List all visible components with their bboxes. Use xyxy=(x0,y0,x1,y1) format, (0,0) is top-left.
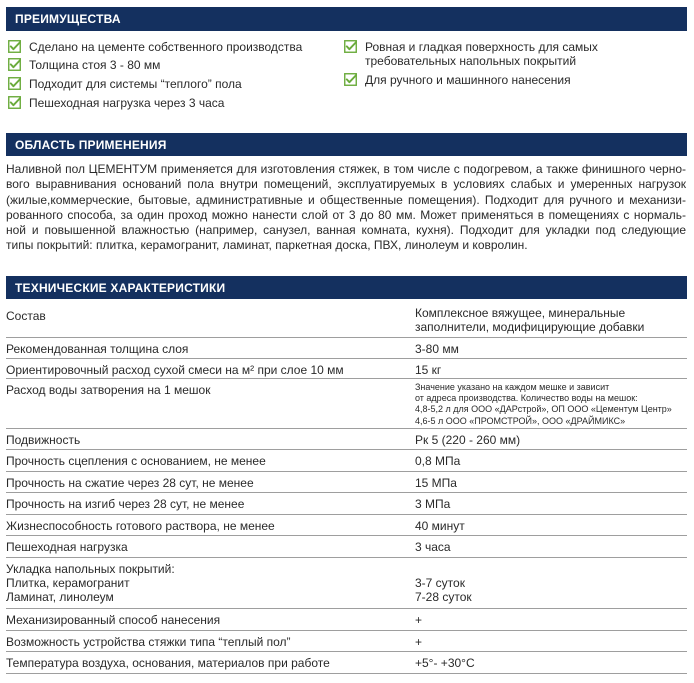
spec-row xyxy=(6,450,687,472)
spec-value: 40 минут xyxy=(415,519,465,533)
spec-row xyxy=(6,609,687,631)
specs-title: ТЕХНИЧЕСКИЕ ХАРАКТЕРИСТИКИ xyxy=(15,280,226,295)
application-title: ОБЛАСТЬ ПРИМЕНЕНИЯ xyxy=(15,137,167,152)
paragraph-line: Наливной пол ЦЕМЕНТУМ применяется для изготовления стяжек, в том числе с подогревом, а также финишного черно- xyxy=(6,162,686,176)
spec-row xyxy=(6,359,687,379)
spec-row xyxy=(6,558,687,609)
spec-value: 3-7 суток 7-28 суток xyxy=(415,576,472,604)
spec-name: Прочность на сжатие через 28 сут, не менее xyxy=(6,476,254,490)
advantage-text: Пешеходная нагрузка через 3 часа xyxy=(29,96,225,110)
spec-row xyxy=(6,493,687,515)
spec-name: Прочность сцепления с основанием, не менее xyxy=(6,454,266,468)
spec-value: +5°- +30°С xyxy=(415,656,475,670)
spec-row xyxy=(6,338,687,359)
checkmark-icon xyxy=(344,73,357,86)
checkmark-icon xyxy=(8,40,21,53)
paragraph-line: ной и повышенной влажностью (например, санузел, ванная комната, кухня). Подходит для укладки под следующие xyxy=(6,223,686,238)
paragraph-line: вого выравнивания оснований пола внутри помещений, эксплуатируемых в условиях слабых и умеренных нагрузок xyxy=(6,177,686,192)
spec-value: 0,8 МПа xyxy=(415,454,461,468)
spec-name: Укладка напольных покрытий: Плитка, керамогранит Ламинат, линолеум xyxy=(6,562,175,604)
paragraph-line: рованного способа, за один проход можно нанести слой от 3 до 80 мм. Может применяться в помещениях с нормаль- xyxy=(6,207,686,222)
checkmark-icon xyxy=(8,77,21,90)
spec-name: Возможность устройства стяжки типа “теплый пол” xyxy=(6,635,291,649)
spec-row xyxy=(6,652,687,674)
advantage-text: Ровная и гладкая поверхность для самых xyxy=(365,40,598,54)
spec-row xyxy=(6,515,687,536)
spec-value: + xyxy=(415,635,423,649)
advantage-text: Подходит для системы “теплого” пола xyxy=(29,77,242,91)
spec-name: Состав xyxy=(6,309,46,323)
spec-value: 15 кг xyxy=(415,363,442,377)
paragraph-line: типы покрытий: плитка, керамогранит, ламинат, паркетная доска, ПВХ, линолеум и ковролин. xyxy=(6,238,528,253)
advantage-text: Толщина стоя 3 - 80 мм xyxy=(29,58,161,72)
spec-row xyxy=(6,379,687,429)
spec-row xyxy=(6,429,687,450)
checkmark-icon xyxy=(8,96,21,109)
advantages-title: ПРЕИМУЩЕСТВА xyxy=(15,12,121,26)
spec-value: Значение указано на каждом мешке и зависит от адреса производства. Количество воды на мешок: 4,8-5,2 л для ООО «ДАРстрой», ОП ООО «Цементум Центр» 4,6-5 л ООО «ПРОМСТРОЙ», ООО «ДРАЙМИКС» xyxy=(415,382,672,426)
specs-header xyxy=(6,276,687,299)
spec-name: Температура воздуха, основания, материалов при работе xyxy=(6,656,330,670)
spec-value: 3 МПа xyxy=(415,497,451,511)
spec-value: 3-80 мм xyxy=(415,342,459,356)
spec-name: Расход воды затворения на 1 мешок xyxy=(6,383,211,397)
spec-value: Рк 5 (220 - 260 мм) xyxy=(415,433,521,447)
spec-name: Жизнеспособность готового раствора, не менее xyxy=(6,519,275,533)
advantage-text: требовательных напольных покрытий xyxy=(365,54,577,68)
advantage-text: Для ручного и машинного нанесения xyxy=(365,73,571,87)
spec-name: Пешеходная нагрузка xyxy=(6,540,128,554)
advantage-text: Сделано на цементе собственного производства xyxy=(29,40,303,54)
application-paragraph xyxy=(6,162,686,254)
checkmark-icon xyxy=(8,58,21,71)
checkmark-icon xyxy=(344,40,357,53)
spec-value: + xyxy=(415,613,423,627)
spec-name: Механизированный способ нанесения xyxy=(6,613,221,627)
paragraph-line: (жилые,коммерческие, бытовые, административные и общественные помещения). Подходит для ручного и механизи- xyxy=(6,192,686,207)
spec-row xyxy=(6,631,687,652)
spec-value: Комплексное вяжущее, минеральные заполнители, модифицирующие добавки xyxy=(415,306,645,334)
spec-name: Подвижность xyxy=(6,433,81,447)
spec-row xyxy=(6,536,687,558)
spec-row xyxy=(6,305,687,338)
spec-row xyxy=(6,472,687,493)
spec-name: Прочность на изгиб через 28 сут, не менее xyxy=(6,497,245,511)
advantages-header xyxy=(6,7,687,31)
application-header xyxy=(6,133,687,156)
spec-value: 3 часа xyxy=(415,540,451,554)
spec-name: Ориентировочный расход сухой смеси на м² при слое 10 мм xyxy=(6,363,344,377)
spec-value: 15 МПа xyxy=(415,476,457,490)
spec-name: Рекомендованная толщина слоя xyxy=(6,342,189,356)
